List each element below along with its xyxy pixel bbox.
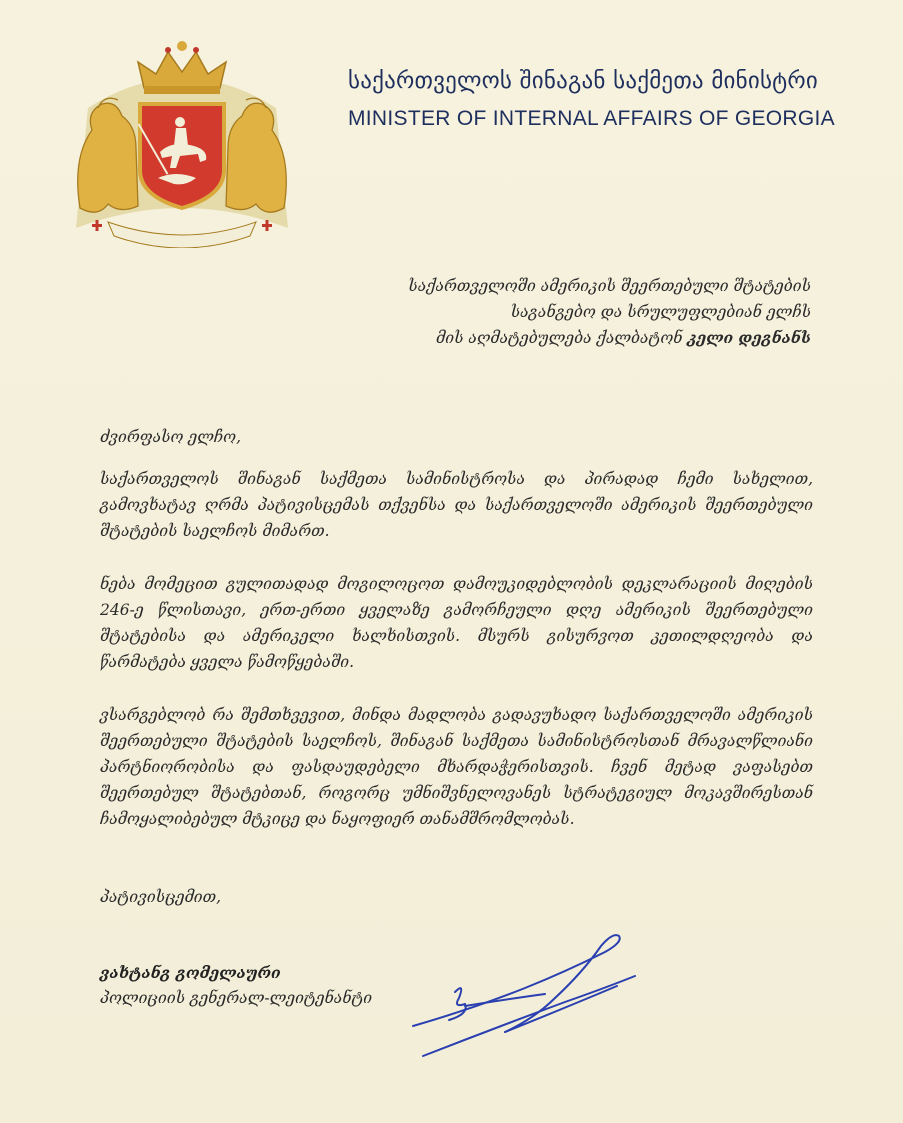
ministry-title-en: MINISTER OF INTERNAL AFFAIRS OF GEORGIA <box>348 107 835 130</box>
recipient-block <box>408 273 811 351</box>
ministry-title-geo: საქართველოს შინაგან საქმეთა მინისტრი <box>348 68 819 94</box>
greeting: ძვირფასო ელჩო, <box>100 428 242 446</box>
recipient-name: კელი დეგნანს <box>687 328 811 347</box>
closing: პატივისცემით, <box>100 888 222 906</box>
letterhead <box>348 68 835 131</box>
paragraph-3: ვსარგებლობ რა შემთხვევით, მინდა მადლობა გადავუხადო საქართველოში ამერიკის შეერთებული შტატების საელჩოს, შინაგან საქმეთა სამინისტროსთან მრავალწლიანი პარტნიორობისა და ფასდაუდებელი მხარდაჭერისთვის. ჩვენ მეტად ვაფასებთ შეერთებულ შტატებთან, როგორც უმნიშვნელოვანეს სტრატეგიულ მოკავშირესთან ჩამოყალიბებულ მტკიცე და ნაყოფიერ თანამშრომლობას. <box>100 706 813 828</box>
recipient-honorific: მის აღმატებულება ქალბატონ <box>436 329 688 347</box>
signer-title: პოლიციის გენერალ-ლეიტენანტი <box>100 989 373 1007</box>
paragraph-2: ნება მომეცით გულითადად მოგილოცოთ დამოუკიდებლობის დეკლარაციის მიღების 246-ე წლისთავი, ერთ-ერთი ყველაზე გამორჩეული დღე ამერიკის შეერთებული შტატებისა და ამერიკელი ხალხისთვის. მსურს გისურვოთ კეთილდღეობა და წარმატება ყველა წამოწყებაში. <box>100 575 813 671</box>
signer-name: ვახტანგ გომელაური <box>100 963 281 982</box>
recipient-line-1: საქართველოში ამერიკის შეერთებული შტატების <box>408 277 811 295</box>
recipient-line-2: საგანგებო და სრულუფლებიან ელჩს <box>510 303 811 321</box>
handwritten-signature-icon <box>405 928 655 1068</box>
coat-of-arms-icon <box>58 38 306 248</box>
recipient-line-3 <box>408 325 811 351</box>
paragraph-1: საქართველოს შინაგან საქმეთა სამინისტროსა და პირადად ჩემი სახელით, გამოვხატავ ღრმა პატივისცემას თქვენსა და საქართველოში ამერიკის შეერთებული შტატების საელჩოს მიმართ. <box>100 470 813 540</box>
